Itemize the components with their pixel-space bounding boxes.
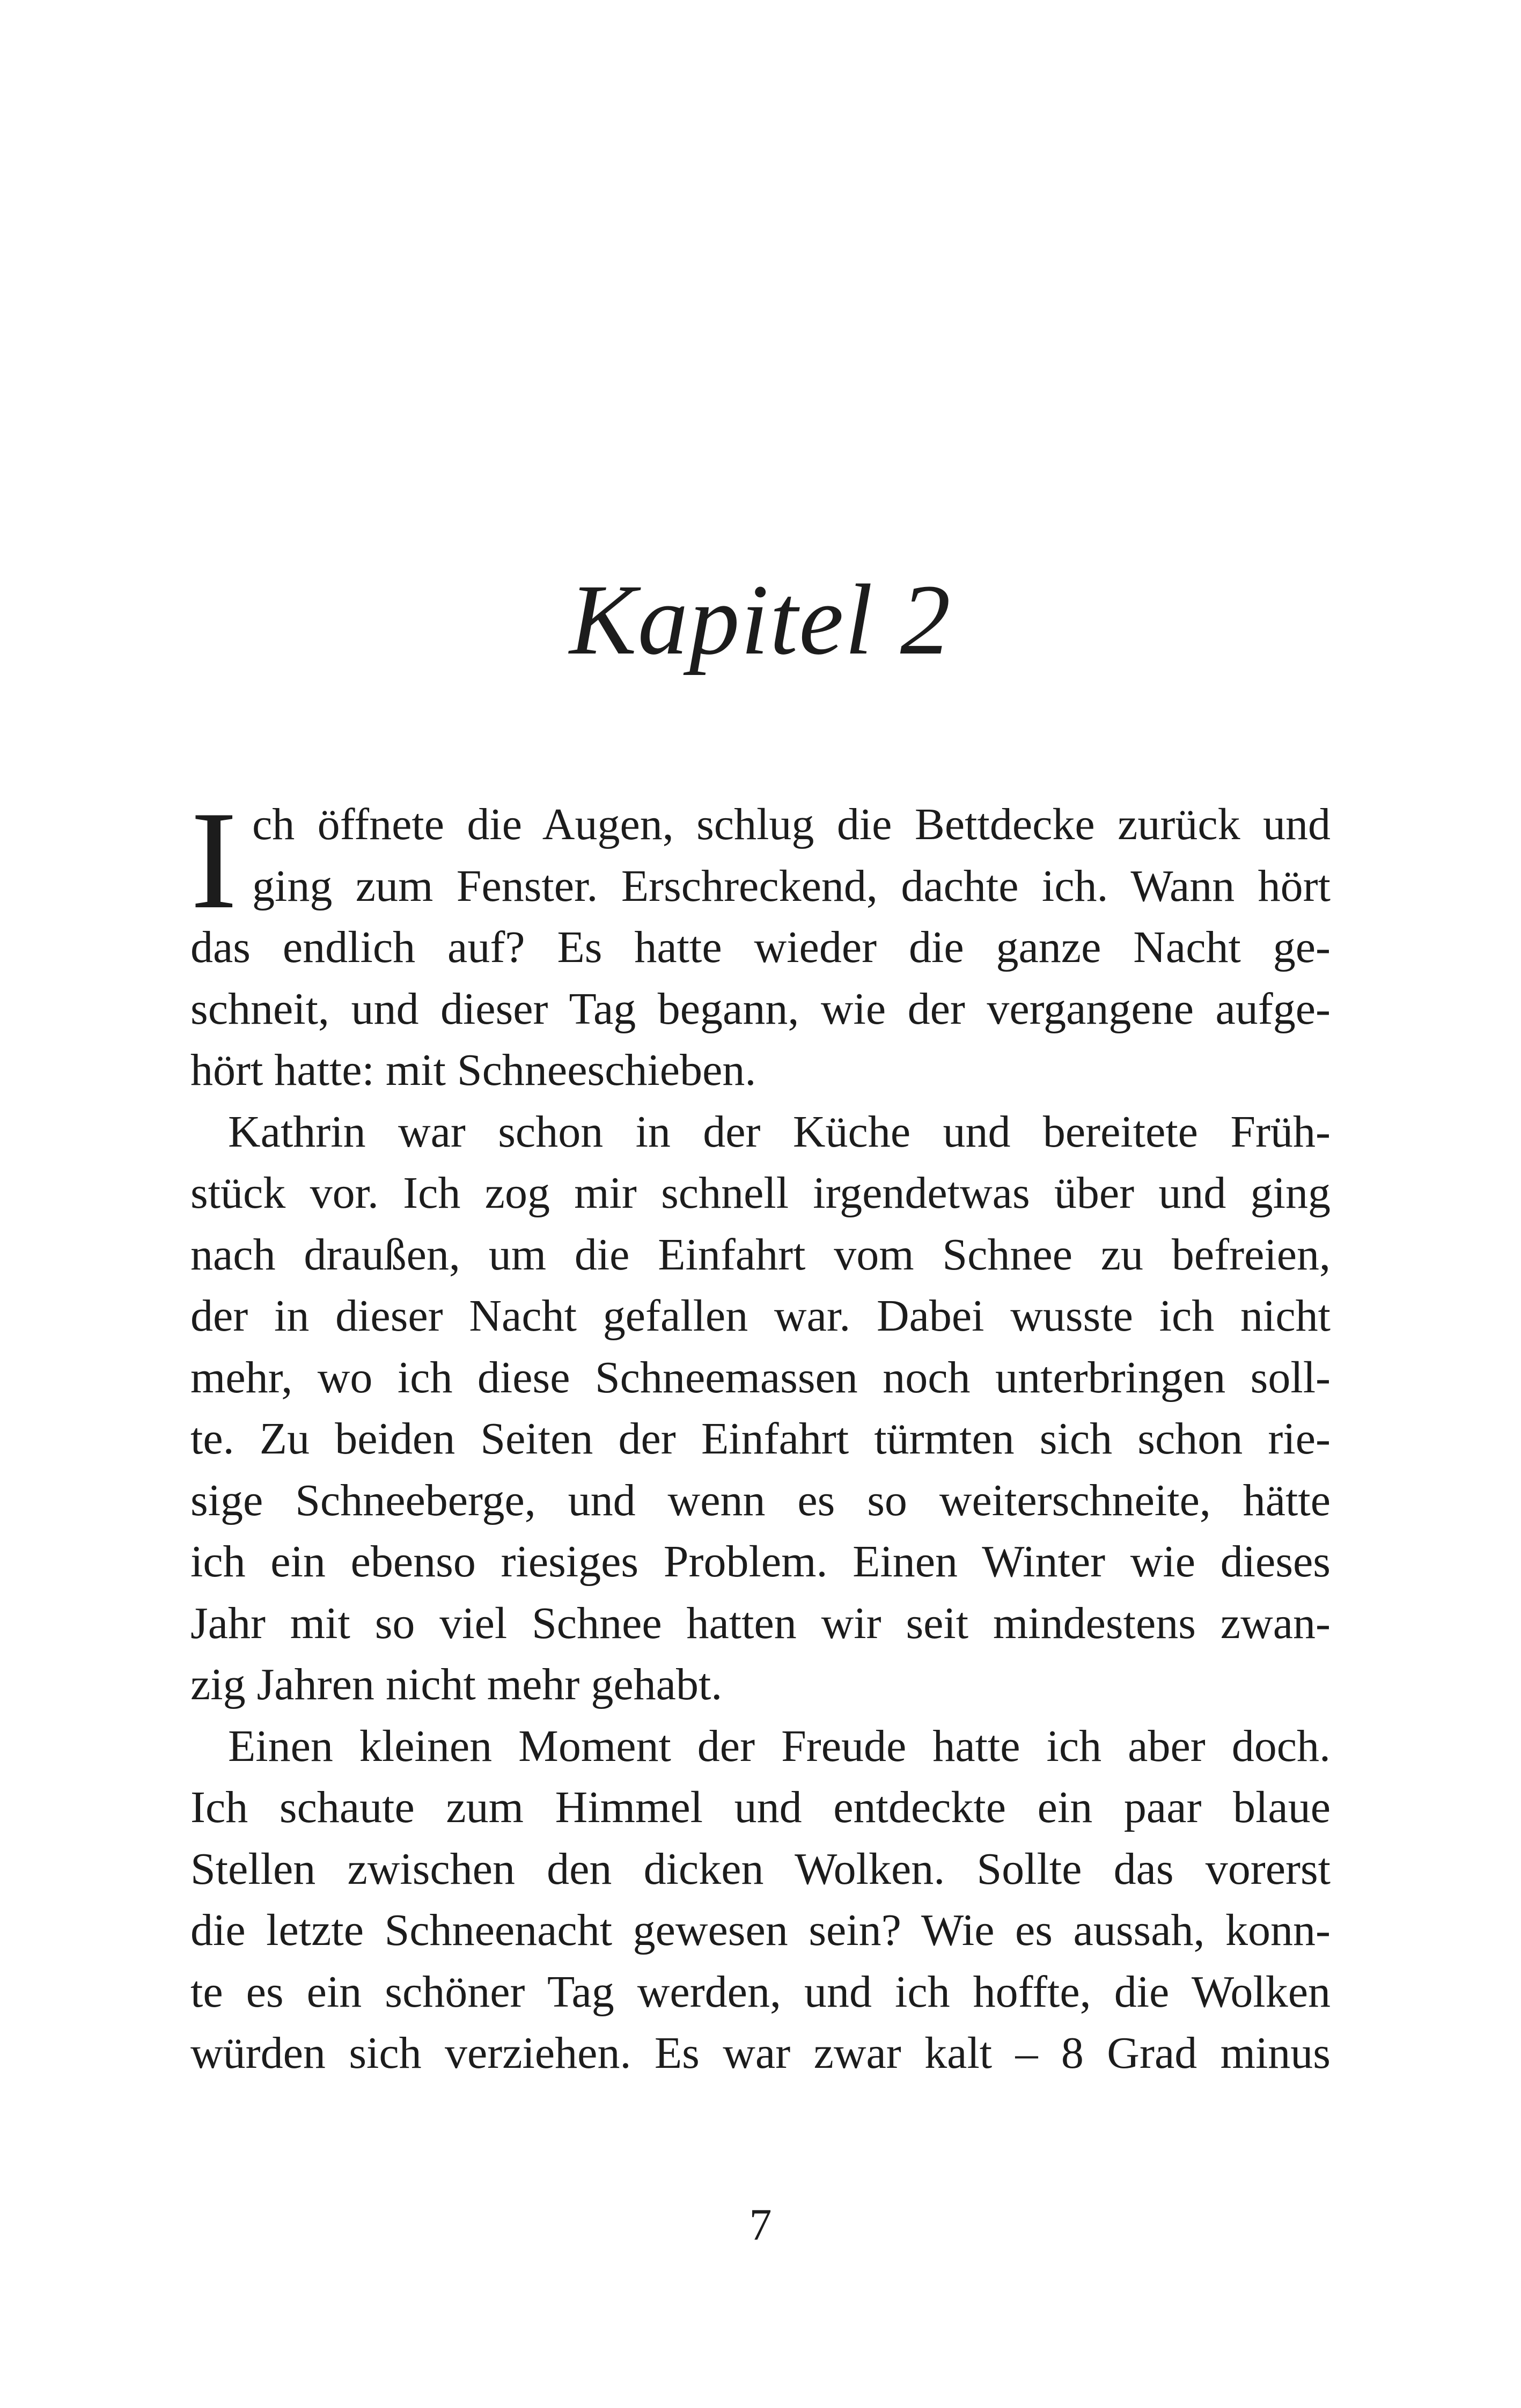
text-line: ging zum Fenster. Erschreckend, dachte ich. Wann hört (252, 861, 1331, 911)
page-number: 7 (749, 2200, 772, 2250)
text-line: sige Schneeberge, und wenn es so weiterschneite, hätte (190, 1475, 1331, 1525)
text-line: Jahr mit so viel Schnee hatten wir seit mindestens zwan- (190, 1598, 1331, 1648)
text-line: Stellen zwischen den dicken Wolken. Sollte das vorerst (190, 1844, 1331, 1894)
text-line: te es ein schöner Tag werden, und ich hoffte, die Wolken (190, 1966, 1331, 2017)
text-line: ich ein ebenso riesiges Problem. Einen Winter wie dieses (190, 1537, 1331, 1587)
text-line: würden sich verziehen. Es war zwar kalt – 8 Grad minus (190, 2028, 1331, 2078)
text-line: te. Zu beiden Seiten der Einfahrt türmten sich schon rie- (190, 1414, 1331, 1464)
text-line: die letzte Schneenacht gewesen sein? Wie es aussah, konn- (190, 1905, 1331, 1955)
drop-cap: I (190, 782, 238, 938)
text-line: hört hatte: mit Schneeschieben. (190, 1045, 756, 1095)
text-line: stück vor. Ich zog mir schnell irgendetwas über und ging (190, 1168, 1331, 1218)
text-line: Ich schaute zum Himmel und entdeckte ein paar blaue (190, 1782, 1331, 1832)
text-line: mehr, wo ich diese Schneemassen noch unterbringen soll- (190, 1352, 1331, 1403)
text-line: schneit, und dieser Tag begann, wie der vergangene aufge- (190, 983, 1331, 1034)
text-line: Kathrin war schon in der Küche und bereitete Früh- (228, 1106, 1331, 1157)
text-line: nach draußen, um die Einfahrt vom Schnee zu befreien, (190, 1229, 1331, 1280)
text-line: zig Jahren nicht mehr gehabt. (190, 1660, 723, 1709)
text-line: der in dieser Nacht gefallen war. Dabei wusste ich nicht (190, 1291, 1331, 1341)
chapter-title: Kapitel 2 (569, 563, 952, 676)
text-line: Einen kleinen Moment der Freude hatte ich aber doch. (228, 1721, 1331, 1771)
text-line: das endlich auf? Es hatte wieder die ganze Nacht ge- (190, 922, 1331, 972)
text-line: ch öffnete die Augen, schlug die Bettdecke zurück und (252, 799, 1331, 849)
chapter-body (190, 782, 1331, 2084)
